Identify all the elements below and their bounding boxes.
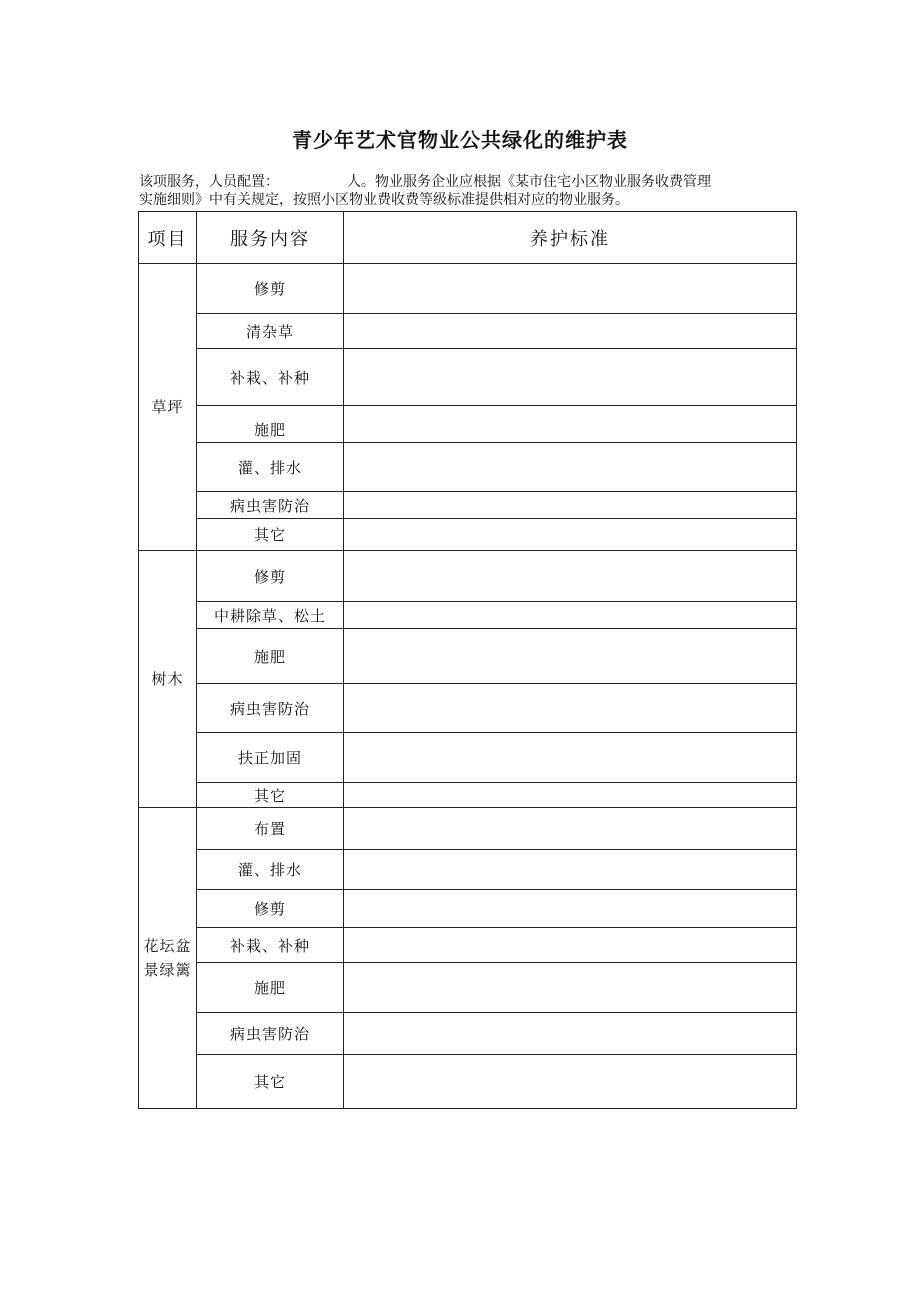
service-item: 病虫害防治: [197, 684, 344, 733]
service-item: 病虫害防治: [197, 492, 344, 519]
service-item: 其它: [197, 519, 344, 551]
table-row: [139, 349, 797, 406]
category-flowerbed: [139, 808, 197, 1109]
service-item: 修剪: [197, 551, 344, 602]
service-item: 施肥: [197, 406, 344, 443]
header-content: 服务内容: [197, 212, 344, 264]
table-row: [139, 602, 797, 629]
standard-cell: [344, 928, 797, 963]
category-lawn: 草坪: [139, 264, 197, 551]
standard-cell: [344, 1055, 797, 1109]
table-row: [139, 684, 797, 733]
service-item: 病虫害防治: [197, 1013, 344, 1055]
table-row: [139, 1055, 797, 1109]
table-row: [139, 850, 797, 890]
table-row: [139, 928, 797, 963]
service-item: 布置: [197, 808, 344, 850]
standard-cell: [344, 314, 797, 349]
table-row: [139, 492, 797, 519]
table-row: [139, 264, 797, 314]
header-row: [139, 212, 797, 264]
standard-cell: [344, 602, 797, 629]
service-item: 其它: [197, 783, 344, 808]
table-row: [139, 551, 797, 602]
service-item: 修剪: [197, 890, 344, 928]
standard-cell: [344, 850, 797, 890]
category-trees: 树木: [139, 551, 197, 808]
category-line-2: 景绿篱: [143, 961, 192, 979]
standard-cell: [344, 783, 797, 808]
service-item: 施肥: [197, 963, 344, 1013]
table-row: [139, 890, 797, 928]
standard-cell: [344, 890, 797, 928]
standard-cell: [344, 443, 797, 492]
table-row: [139, 783, 797, 808]
table-row: [139, 443, 797, 492]
category-line-1: 花坛盆: [143, 937, 192, 955]
standard-cell: [344, 733, 797, 783]
standard-cell: [344, 264, 797, 314]
service-item: 扶正加固: [197, 733, 344, 783]
service-item: 清杂草: [197, 314, 344, 349]
standard-cell: [344, 963, 797, 1013]
standard-cell: [344, 551, 797, 602]
table-row: [139, 519, 797, 551]
table-row: [139, 808, 797, 850]
page-title: 青少年艺术官物业公共绿化的维护表: [292, 128, 628, 152]
service-item: 灌、排水: [197, 443, 344, 492]
standard-cell: [344, 684, 797, 733]
table-row: [139, 963, 797, 1013]
standard-cell: [344, 406, 797, 443]
service-item: 灌、排水: [197, 850, 344, 890]
service-item: 补栽、补种: [197, 349, 344, 406]
standard-cell: [344, 492, 797, 519]
table-row: [139, 629, 797, 684]
standard-cell: [344, 519, 797, 551]
maintenance-table: [138, 211, 797, 1109]
table-row: [139, 1013, 797, 1055]
table-row: [139, 314, 797, 349]
header-standard: 养护标准: [344, 212, 797, 264]
intro-line-2: 实施细则》中有关规定，按照小区物业费收费等级标准提供相对应的物业服务。: [139, 192, 629, 208]
standard-cell: [344, 629, 797, 684]
service-item: 补栽、补种: [197, 928, 344, 963]
table-row: [139, 406, 797, 443]
standard-cell: [344, 1013, 797, 1055]
service-item: 中耕除草、松土: [197, 602, 344, 629]
standard-cell: [344, 808, 797, 850]
intro-text-b: 人。物业服务企业应根据《某市住宅小区物业服务收费管理: [347, 174, 711, 190]
intro-text-a: 该项服务，人员配置：: [139, 174, 279, 190]
service-item: 施肥: [197, 629, 344, 684]
header-item: 项目: [139, 212, 197, 264]
table-row: [139, 733, 797, 783]
service-item: 修剪: [197, 264, 344, 314]
service-item: 其它: [197, 1055, 344, 1109]
standard-cell: [344, 349, 797, 406]
